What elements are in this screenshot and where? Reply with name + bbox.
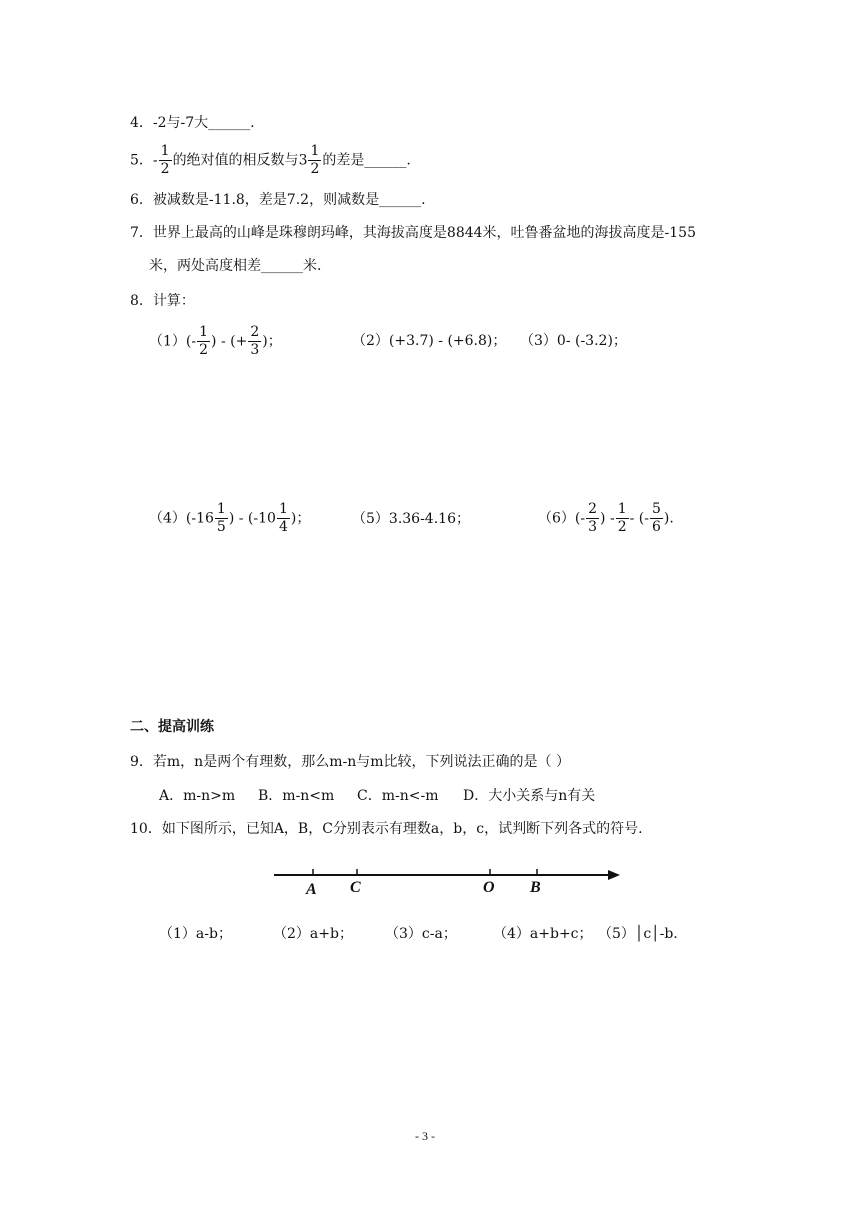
question-8-part-4: （4）(-16 $\frac{1}{5}$ ) - (-10 $\frac{1}{4}$ )； [149,501,311,535]
question-10: 10．如下图所示，已知A，B，C分别表示有理数a，b，c，试判断下列各式的符号. [130,821,643,837]
question-9: 9．若m，n是两个有理数，那么m-n与m比较，下列说法正确的是（ ） [130,754,570,770]
fraction: $\frac{1}{2}$ [160,143,170,177]
question-8-title: 8．计算： [130,293,195,309]
point-label-a: A [306,881,317,898]
section-title: 二、提高训练 [130,719,214,735]
question-9-option-d: D．大小关系与n有关 [463,788,596,804]
question-10-part-3: （3）c-a； [385,926,457,942]
question-8-part-1: （1）(- $\frac{1}{2}$ ) - (+ $\frac{2}{3}$ )； [149,324,282,358]
question-7-line-1: 7．世界上最高的山峰是珠穆朗玛峰，其海拔高度是8844米，吐鲁番盆地的海拔高度是-155 [130,225,696,241]
question-9-option-c: C．m-n<-m [357,788,439,804]
fraction: $\frac{1}{2}$ [617,501,627,535]
question-9-option-a: A．m-n>m [159,788,236,804]
question-6: 6．被减数是-11.8，差是7.2，则减数是______. [130,192,426,208]
question-8-part-3: （3）0- (-3.2)； [520,333,627,349]
question-10-part-4: （4）a+b+c； [493,926,593,942]
question-8-part-2: （2）(+3.7) - (+6.8)； [352,333,507,349]
question-7-line-2: 米，两处高度相差______米. [149,258,322,274]
fraction: $\frac{1}{2}$ [199,324,209,358]
question-8-part-5: （5）3.36-4.16； [352,511,470,527]
fraction: $\frac{2}{3}$ [588,501,598,535]
point-label-c: C [350,879,361,896]
question-5: 5．- $\frac{1}{2}$ 的绝对值的相反数与3 $\frac{1}{2}$ 的差是______. [130,143,411,177]
fraction: $\frac{1}{2}$ [310,143,320,177]
fraction: $\frac{1}{4}$ [278,501,288,535]
question-8-part-6: （6）(- $\frac{2}{3}$ ) - $\frac{1}{2}$ - (- $\frac{5}{6}$ ). [538,501,674,535]
fraction: $\frac{5}{6}$ [651,501,661,535]
point-label-b: B [530,879,541,896]
question-4: 4．-2与-7大______. [130,115,255,131]
fraction: $\frac{1}{5}$ [216,501,226,535]
fraction: $\frac{2}{3}$ [250,324,260,358]
point-label-o: O [483,879,495,896]
question-10-part-1: （1）a-b； [159,926,232,942]
page-number: - 3 - [415,1129,435,1143]
question-10-part-2: （2）a+b； [273,926,353,942]
question-10-part-5: （5）│c│-b. [598,926,678,942]
question-9-option-b: B．m-n<m [258,788,335,804]
